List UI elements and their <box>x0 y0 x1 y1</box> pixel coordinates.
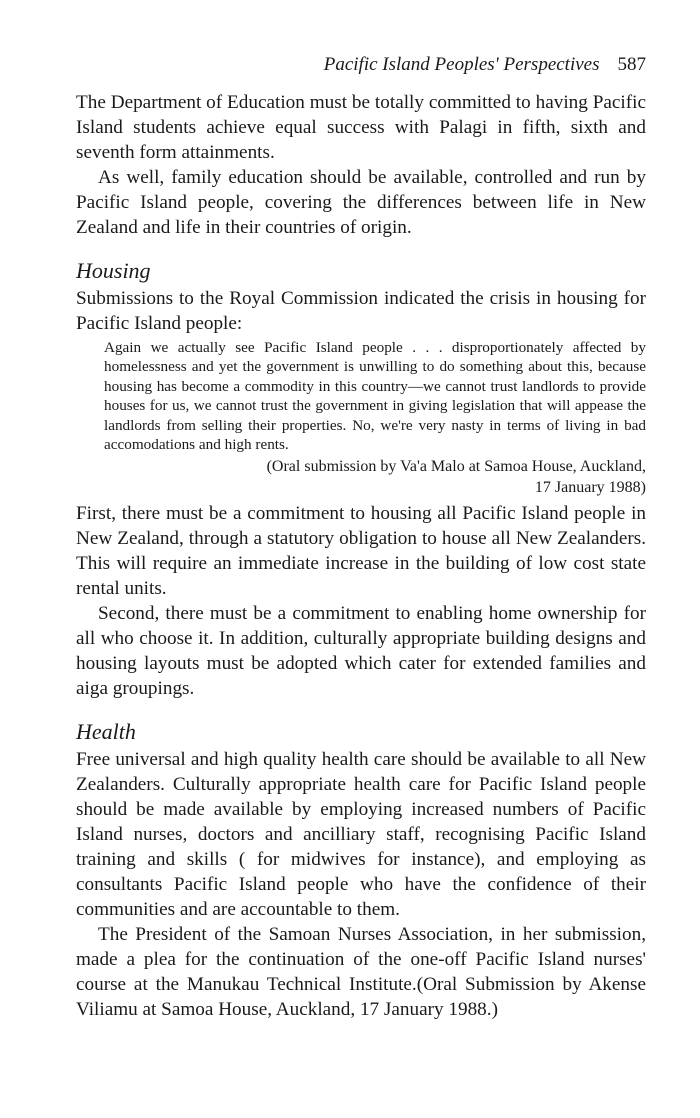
running-head <box>76 54 646 76</box>
health-heading: Health <box>76 719 136 745</box>
housing-paragraph-first: First, there must be a commitment to housing all Pacific Island people in New Zealand, through a statutory obligation to house all New Zealanders. This will require an immediate increase in the building of low cost state rental units. <box>76 503 646 600</box>
housing-heading: Housing <box>76 258 151 283</box>
education-paragraph-2: As well, family education should be available, controlled and run by Pacific Island people, covering the differences between life in New Zealand and life in their countries of origin. <box>76 167 646 238</box>
health-paragraph-1: Free universal and high quality health care should be available to all New Zealanders. Culturally appropriate health care for Pacific Island people should be made available by employing increased numbers of Pacific Island nurses, doctors and ancilliary staff, recognising Pacific Island training and skills ( for midwives for instance), and employing as consultants Pacific Island people who have the confidence of their communities and are accountable to them. <box>76 749 646 921</box>
book-page <box>76 54 646 1022</box>
health-paragraph-2: The President of the Samoan Nurses Association, in her submission, made a plea for the continuation of the one-off Pacific Island nurses' course at the Manukau Technical Institute.(Oral Submission by Akense Viliamu at Samoa House, Auckland, 17 January 1988.) <box>76 924 646 1021</box>
housing-intro: Submissions to the Royal Commission indicated the crisis in housing for Pacific Island people: <box>76 288 646 334</box>
page-number: 587 <box>617 54 646 75</box>
quote-attribution <box>76 456 646 498</box>
attribution-line-1: (Oral submission by Va'a Malo at Samoa House, Auckland, <box>266 458 646 476</box>
attribution-line-2: 17 January 1988) <box>534 479 646 497</box>
running-title: Pacific Island Peoples' Perspectives <box>323 54 600 75</box>
housing-paragraph-second: Second, there must be a commitment to enabling home ownership for all who choose it. In addition, culturally appropriate building designs and housing layouts must be adopted which cater for extended families and aiga groupings. <box>76 603 646 700</box>
education-paragraph-1: The Department of Education must be totally committed to having Pacific Island students achieve equal success with Palagi in fifth, sixth and seventh form attainments. <box>76 92 646 163</box>
housing-block-quote: Again we actually see Pacific Island people . . . disproportionately affected by homelessness and yet the government is unwilling to do something about this, because housing has become a commodity in this country—we cannot trust landlords to provide houses for us, we cannot trust the government in giving legislation that will appease the landlords from selling their properties. No, we're very nasty in terms of living in bad accomodations and high rents. <box>104 339 646 454</box>
